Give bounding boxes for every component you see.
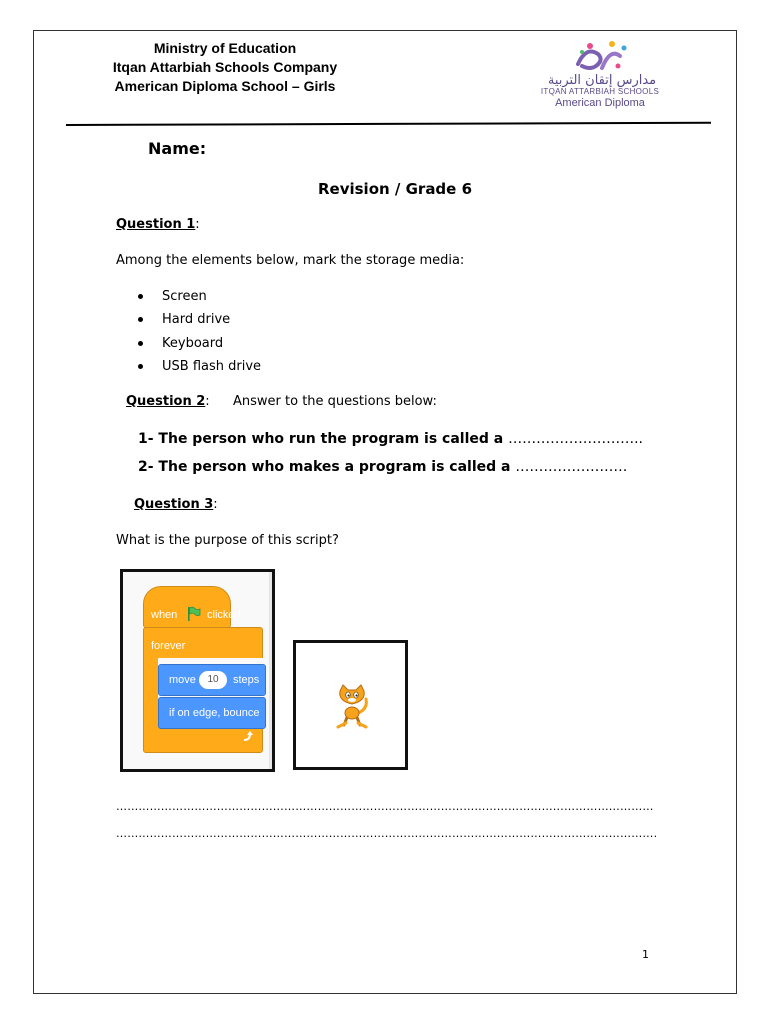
hat-clicked-label: clicked: [207, 609, 241, 621]
page-title: Revision / Grade 6: [317, 180, 473, 198]
header-school: American Diploma School – Girls: [114, 78, 336, 94]
school-logo: [520, 40, 680, 110]
when-flag-clicked-block: [143, 586, 241, 628]
steps-label: steps: [233, 674, 260, 686]
question-3-prompt: What is the purpose of this script?: [116, 533, 339, 548]
forever-label: forever: [151, 640, 186, 652]
list-item: Hard drive: [138, 310, 261, 333]
question-1-colon: :: [195, 217, 200, 232]
question-2-prompt: Answer to the questions below:: [233, 394, 437, 409]
question-2-colon: :: [205, 394, 210, 409]
question-2-item-1: [138, 431, 643, 447]
question-2-item-2: [138, 459, 627, 475]
answer-line-1: ………………………………………………………………………………………………………………………………: [116, 800, 654, 813]
hat-when-label: when: [151, 609, 178, 621]
question-2-item-2-text: 2- The person who makes a program is called a: [138, 459, 516, 475]
scratch-stage-image: [293, 640, 408, 770]
question-1-prompt: Among the elements below, mark the storage media:: [116, 253, 465, 268]
header-company: Itqan Attarbiah Schools Company: [112, 59, 338, 75]
logo-diploma: American Diploma: [555, 97, 645, 109]
question-1-options: [138, 287, 261, 380]
scratch-cat-sprite: [332, 683, 372, 729]
bounce-block: [158, 697, 266, 729]
list-item: Keyboard: [138, 334, 261, 357]
question-2-label: Question 2: [126, 394, 206, 409]
question-3-colon: :: [213, 497, 218, 512]
page-border: [33, 30, 737, 994]
name-label: Name:: [148, 139, 207, 158]
itqan-logo-icon: [520, 40, 680, 76]
list-item: Screen: [138, 287, 261, 310]
school-header: [80, 39, 370, 96]
move-label: move: [169, 674, 196, 686]
loop-arrow-icon: [242, 730, 254, 742]
page-number: 1: [642, 948, 649, 961]
question-3-label: Question 3: [134, 497, 214, 512]
question-2-item-1-text: 1- The person who run the program is called a: [138, 431, 509, 447]
move-steps-block: [158, 664, 266, 696]
question-2-item-2-blank: ……………………: [515, 459, 628, 475]
question-1-label: Question 1: [116, 217, 196, 232]
bounce-label: if on edge, bounce: [169, 707, 260, 719]
question-1-heading: [116, 217, 200, 232]
logo-english-name: ITQAN ATTARBIAH SCHOOLS: [540, 87, 660, 96]
move-value: 10: [199, 671, 227, 689]
list-item: USB flash drive: [138, 357, 261, 380]
header-ministry: Ministry of Education: [153, 40, 297, 56]
question-3-heading: [134, 497, 218, 512]
logo-arabic-name: مدارس إتقان التربية: [547, 73, 657, 88]
answer-line-2: ……………………………………………………………………………………………………………………………….: [116, 827, 658, 840]
green-flag-icon: [186, 606, 202, 622]
question-2-item-1-blank: ………………………..: [508, 431, 644, 447]
question-2-heading: [126, 394, 210, 409]
scratch-code-image: [120, 569, 275, 772]
